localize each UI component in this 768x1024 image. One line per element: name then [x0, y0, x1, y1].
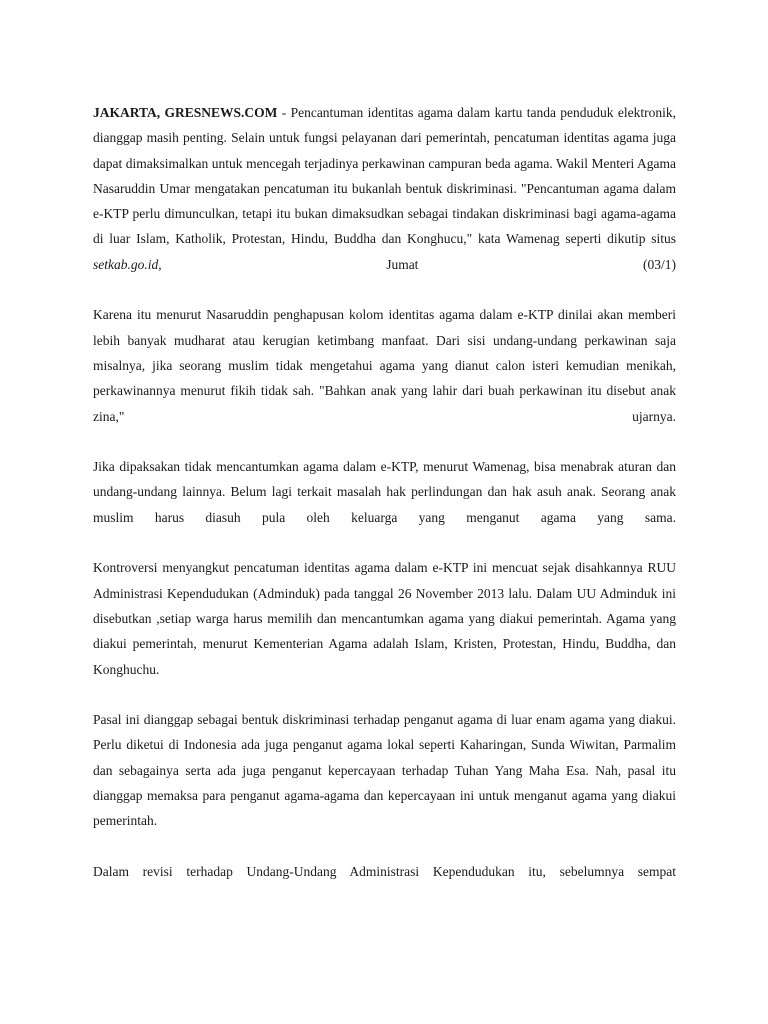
paragraph-3: Jika dipaksakan tidak mencantumkan agama dalam e-KTP, menurut Wamenag, bisa menabrak aturan dan undang-undang lainnya. Belum lagi terkait masalah hak perlindungan dan hak asuh anak. Seorang anak muslim harus diasuh pula oleh keluarga yang menganut agama yang sama.	[93, 459, 676, 525]
paragraph-1	[93, 100, 676, 277]
paragraph-6: Dalam revisi terhadap Undang-Undang Administrasi Kependudukan itu, sebelumnya sempat	[93, 863, 676, 879]
paragraph-1-tail: , Jumat (03/1)	[158, 256, 676, 272]
paragraph-2: Karena itu menurut Nasaruddin penghapusan kolom identitas agama dalam e-KTP dinilai akan memberi lebih banyak mudharat atau kerugian ketimbang manfaat. Dari sisi undang-undang perkawinan saja misalnya, jika seorang muslim tidak mengetahui agama yang dianut calon isteri kemudian menikah, perkawinannya menurut fikih tidak sah. "Bahkan anak yang lahir dari buah perkawinan itu disebut anak zina," ujarnya.	[93, 307, 676, 424]
source-site: setkab.go.id	[93, 256, 159, 272]
article-body	[93, 100, 676, 910]
paragraph-1-lead: - Pencantuman identitas agama dalam kartu tanda penduduk elektronik, dianggap masih penting. Selain untuk fungsi pelayanan dari pemerintah, pencatuman identitas agama juga dapat dimaksimalkan untuk mencegah terjadinya perkawinan campuran beda agama. Wakil Menteri Agama Nasaruddin Umar mengatakan pencatuman itu bukanlah bentuk diskriminasi. "Pencantuman agama dalam e-KTP perlu dimunculkan, tetapi itu bukan dimaksudkan sebagai tindakan diskriminasi bagi agama-agama di luar Islam, Katholik, Protestan, Hindu, Buddha dan Konghucu," kata Wamenag seperti dikutip situs	[93, 105, 676, 247]
paragraph-4: Kontroversi menyangkut pencatuman identitas agama dalam e-KTP ini mencuat sejak disahkannya RUU Administrasi Kependudukan (Adminduk) pada tanggal 26 November 2013 lalu. Dalam UU Adminduk ini disebutkan ,setiap warga harus memilih dan mencantumkan agama yang diakui pemerintah. Agama yang diakui pemerintah, menurut Kementerian Agama adalah Islam, Kristen, Protestan, Hindu, Buddha, dan Konghuchu.	[93, 560, 676, 677]
paragraph-5: Pasal ini dianggap sebagai bentuk diskriminasi terhadap penganut agama di luar enam agama yang diakui. Perlu diketui di Indonesia ada juga penganut agama lokal seperti Kaharingan, Sunda Wiwitan, Parmalim dan sebagainya serta ada juga penganut kepercayaan terhadap Tuhan Yang Maha Esa. Nah, pasal itu dianggap memaksa para penganut agama-agama dan kepercayaan ini untuk menganut agama yang diakui pemerintah.	[93, 712, 676, 829]
dateline: JAKARTA, GRESNEWS.COM	[93, 105, 278, 120]
